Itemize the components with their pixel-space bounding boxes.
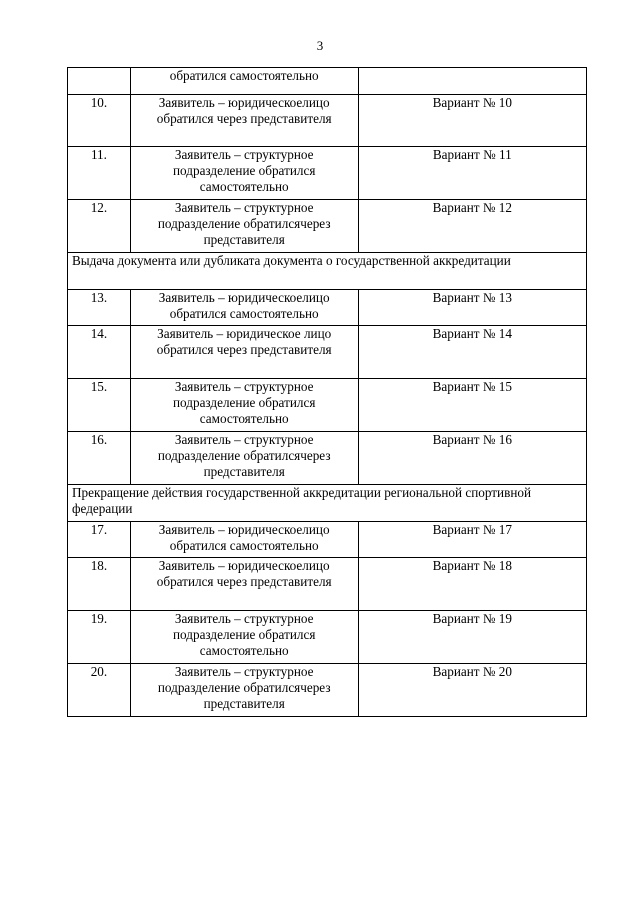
- row-number-cell: 16.: [68, 432, 131, 485]
- row-number-cell: 18.: [68, 558, 131, 611]
- table-row: [68, 664, 587, 717]
- variant-cell: Вариант № 17: [358, 522, 586, 558]
- applicant-description-cell: Заявитель – структурное подразделение обратился самостоятельно: [130, 611, 358, 664]
- applicant-description-cell: Заявитель – юридическоелицо обратился самостоятельно: [130, 290, 358, 326]
- row-number-cell: 20.: [68, 664, 131, 717]
- applicant-description-cell: Заявитель – структурное подразделение обратилсячерез представителя: [130, 432, 358, 485]
- applicant-description-cell: Заявитель – структурное подразделение обратился самостоятельно: [130, 147, 358, 200]
- variant-cell: Вариант № 14: [358, 326, 586, 379]
- applicant-description-cell: Заявитель – юридическое лицо обратился через представителя: [130, 326, 358, 379]
- variant-cell: Вариант № 19: [358, 611, 586, 664]
- applicant-description-cell: Заявитель – структурное подразделение обратилсячерез представителя: [130, 664, 358, 717]
- row-number-cell: 12.: [68, 200, 131, 253]
- applicant-description-cell: обратился самостоятельно: [130, 68, 358, 95]
- row-number-cell: [68, 68, 131, 95]
- variant-cell: Вариант № 20: [358, 664, 586, 717]
- applicant-description-cell: Заявитель – юридическоелицо обратился через представителя: [130, 95, 358, 147]
- section-header-row: [68, 253, 587, 290]
- row-number-cell: 17.: [68, 522, 131, 558]
- variant-cell: Вариант № 15: [358, 379, 586, 432]
- applicant-description-cell: Заявитель – структурное подразделение обратилсячерез представителя: [130, 200, 358, 253]
- table-row: [68, 522, 587, 558]
- section-title: Прекращение действия государственной аккредитации региональной спортивной федерации: [68, 485, 587, 522]
- page-number: 3: [316, 38, 324, 53]
- row-number-cell: 13.: [68, 290, 131, 326]
- table-row: [68, 95, 587, 147]
- applicant-description-cell: Заявитель – юридическоелицо обратился через представителя: [130, 558, 358, 611]
- row-number-cell: 14.: [68, 326, 131, 379]
- table-body: [68, 68, 587, 717]
- table-row: [68, 68, 587, 95]
- table-row: [68, 611, 587, 664]
- variant-cell: [358, 68, 586, 95]
- variant-cell: Вариант № 13: [358, 290, 586, 326]
- variant-cell: Вариант № 12: [358, 200, 586, 253]
- variant-cell: Вариант № 16: [358, 432, 586, 485]
- applicant-description-cell: Заявитель – структурное подразделение обратился самостоятельно: [130, 379, 358, 432]
- variant-cell: Вариант № 10: [358, 95, 586, 147]
- table-row: [68, 147, 587, 200]
- table-row: [68, 326, 587, 379]
- variant-cell: Вариант № 11: [358, 147, 586, 200]
- variant-cell: Вариант № 18: [358, 558, 586, 611]
- table-row: [68, 558, 587, 611]
- variants-table: [67, 67, 587, 717]
- table-row: [68, 200, 587, 253]
- row-number-cell: 19.: [68, 611, 131, 664]
- row-number-cell: 15.: [68, 379, 131, 432]
- row-number-cell: 11.: [68, 147, 131, 200]
- table-row: [68, 432, 587, 485]
- applicant-description-cell: Заявитель – юридическоелицо обратился самостоятельно: [130, 522, 358, 558]
- table-row: [68, 290, 587, 326]
- section-header-row: [68, 485, 587, 522]
- table-row: [68, 379, 587, 432]
- section-title: Выдача документа или дубликата документа о государственной аккредитации: [68, 253, 587, 290]
- row-number-cell: 10.: [68, 95, 131, 147]
